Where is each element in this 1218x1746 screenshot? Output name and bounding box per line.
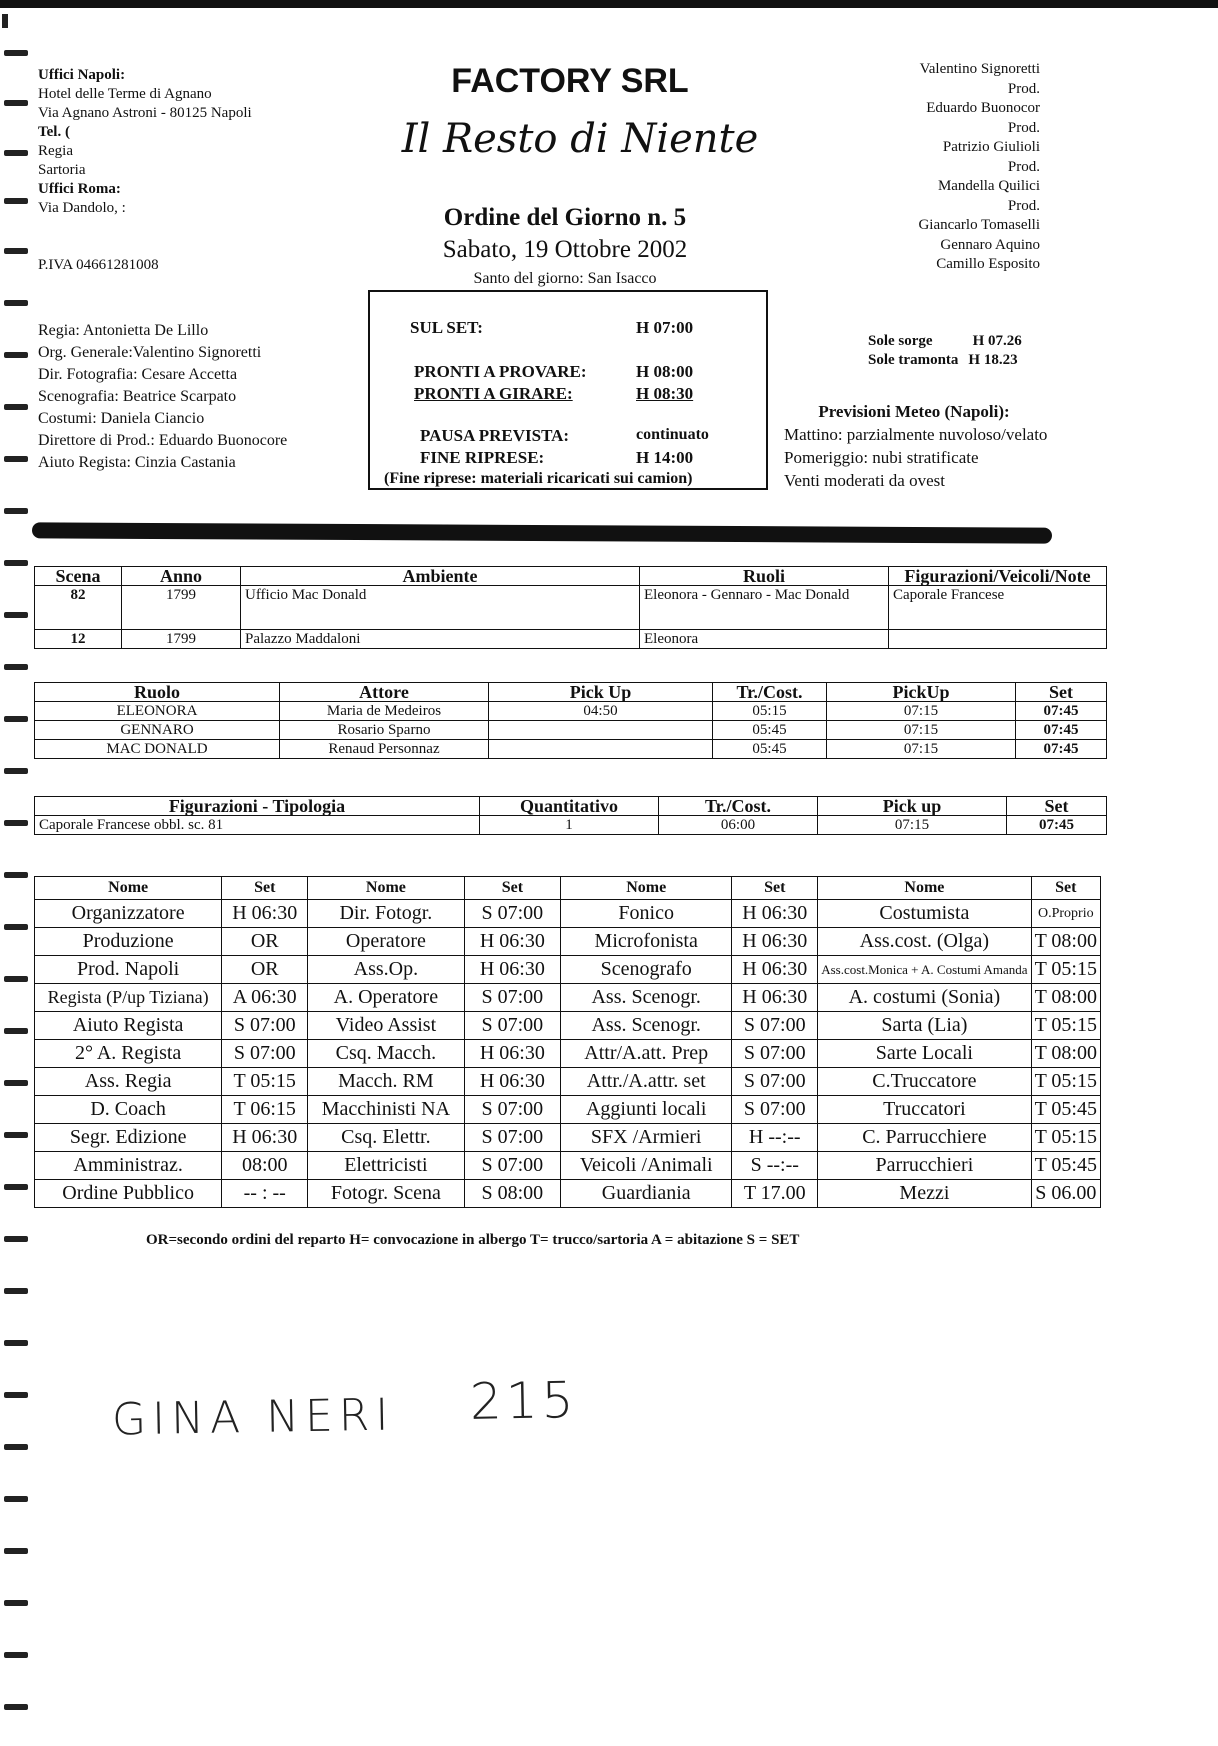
pausa-value: continuato <box>636 426 709 443</box>
table-row: Caporale Francese obbl. sc. 81 1 06:00 07:15 07:45 <box>35 816 1107 835</box>
cast-header: PickUp <box>827 683 1016 702</box>
napoli-line2: Via Agnano Astroni - 80125 Napoli <box>38 105 252 121</box>
crew-role: Ass.Op. <box>308 956 464 984</box>
crew-role: Ass. Scenogr. <box>561 1012 732 1040</box>
crew-role: Parrucchieri <box>818 1152 1031 1180</box>
crew-time: S 06.00 <box>1031 1180 1100 1208</box>
crew-role: Csq. Elettr. <box>308 1124 464 1152</box>
crew-time: T 08:00 <box>1031 1040 1100 1068</box>
sunrise-time: H 07.26 <box>972 333 1022 349</box>
crew-role: Segr. Edizione <box>35 1124 222 1152</box>
staff-scenografia: Scenografia: Beatrice Scarpato <box>38 388 237 405</box>
meteo-mattino: Mattino: parzialmente nuvoloso/velato <box>784 425 1048 444</box>
contact-item: Gennaro Aquino <box>940 236 1040 253</box>
staff-aiuto: Aiuto Regista: Cinzia Castania <box>38 454 236 471</box>
crew-role: Elettricisti <box>308 1152 464 1180</box>
contact-item: Prod. <box>1007 197 1040 214</box>
crew-time: S --:-- <box>732 1152 818 1180</box>
contact-item: Patrizio Giulioli <box>942 139 1040 155</box>
crew-time: H 06:30 <box>732 984 818 1012</box>
film-title: Il Resto di Niente <box>401 116 759 162</box>
crew-time: S 07:00 <box>222 1040 308 1068</box>
crew-header: Set <box>732 877 818 900</box>
crew-header: Nome <box>818 877 1031 900</box>
cast-header: Set <box>1016 683 1107 702</box>
crew-role: Microfonista <box>561 928 732 956</box>
crew-time: H 06:30 <box>464 956 561 984</box>
crew-time: S 07:00 <box>732 1068 818 1096</box>
cast-table <box>34 682 1107 759</box>
binding-holes <box>0 0 40 1746</box>
crew-time: H 06:30 <box>464 1068 561 1096</box>
crew-time: S 07:00 <box>464 900 561 928</box>
handwritten-name: GINA NERI <box>111 1389 395 1446</box>
crew-time: H 06:30 <box>464 928 561 956</box>
crew-role: Aggiunti locali <box>561 1096 732 1124</box>
crew-time: T 05:45 <box>1031 1152 1100 1180</box>
crew-role: Macch. RM <box>308 1068 464 1096</box>
sun-times <box>868 332 1022 370</box>
sunset-label: Sole tramonta <box>868 352 959 368</box>
crew-time: H 06:30 <box>732 900 818 928</box>
cast-header: Pick Up <box>489 683 713 702</box>
crew-time: O.Proprio <box>1031 900 1100 928</box>
contact-item: Giancarlo Tomaselli <box>918 217 1040 233</box>
table-row <box>35 1012 1101 1040</box>
extras-header: Tr./Cost. <box>659 797 818 816</box>
extras-table <box>34 796 1107 835</box>
table-row: GENNARO Rosario Sparno 05:45 07:15 07:45 <box>35 721 1107 740</box>
sul-set-label: SUL SET: <box>410 318 483 337</box>
crew-time: T 17.00 <box>732 1180 818 1208</box>
crew-time: T 06:15 <box>222 1096 308 1124</box>
crew-role: Ass.cost.Monica + A. Costumi Amanda <box>818 956 1031 984</box>
contact-item: Prod. <box>1007 80 1040 97</box>
scenes-header: Ambiente <box>241 567 640 586</box>
crew-time: T 05:15 <box>222 1068 308 1096</box>
scenes-header: Scena <box>35 567 122 586</box>
crew-role: Macchinisti NA <box>308 1096 464 1124</box>
meteo-pomeriggio: Pomeriggio: nubi stratificate <box>784 448 979 467</box>
cast-header: Attore <box>280 683 489 702</box>
provare-time: H 08:00 <box>636 362 694 381</box>
crew-role: Prod. Napoli <box>35 956 222 984</box>
crew-role: Ass. Regia <box>35 1068 222 1096</box>
crew-header: Nome <box>35 877 222 900</box>
company-title: FACTORY SRL <box>451 62 689 100</box>
crew-header: Nome <box>308 877 464 900</box>
table-row: ELEONORA Maria de Medeiros 04:50 05:15 07:15 07:45 <box>35 702 1107 721</box>
staff-direttore: Direttore di Prod.: Eduardo Buonocore <box>38 432 288 449</box>
crew-role: Organizzatore <box>35 900 222 928</box>
crew-role: Amministraz. <box>35 1152 222 1180</box>
staff-costumi: Costumi: Daniela Ciancio <box>38 410 205 427</box>
napoli-line1: Hotel delle Terme di Agnano <box>38 86 212 102</box>
crew-time: S 07:00 <box>464 1012 561 1040</box>
crew-role: Mezzi <box>818 1180 1031 1208</box>
table-row <box>35 1124 1101 1152</box>
scenes-header: Anno <box>122 567 241 586</box>
table-row <box>35 928 1101 956</box>
crew-role: Csq. Macch. <box>308 1040 464 1068</box>
contact-item: Eduardo Buonocor <box>926 100 1040 116</box>
crew-time: A 06:30 <box>222 984 308 1012</box>
sul-set-time: H 07:00 <box>636 318 694 337</box>
crew-role: Dir. Fotogr. <box>308 900 464 928</box>
tel: Tel. ( <box>38 124 70 140</box>
table-row: MAC DONALD Renaud Personnaz 05:45 07:15 07:45 <box>35 740 1107 759</box>
crew-time: T 05:15 <box>1031 1012 1100 1040</box>
crew-role: Fotogr. Scena <box>308 1180 464 1208</box>
crew-time: S 07:00 <box>732 1096 818 1124</box>
girare-time: H 08:30 <box>636 384 694 403</box>
fine-label: FINE RIPRESE: <box>420 448 545 467</box>
extras-header: Figurazioni - Tipologia <box>35 797 480 816</box>
crew-time: T 05:45 <box>1031 1096 1100 1124</box>
crew-time: T 05:15 <box>1031 956 1100 984</box>
table-row <box>35 1152 1101 1180</box>
crew-time: T 08:00 <box>1031 984 1100 1012</box>
scenes-header: Ruoli <box>640 567 889 586</box>
sunset-time: H 18.23 <box>968 352 1018 368</box>
production-staff <box>38 320 368 474</box>
crew-time: H 06:30 <box>732 956 818 984</box>
crew-role: Sarte Locali <box>818 1040 1031 1068</box>
crew-header: Set <box>1031 877 1100 900</box>
crew-table <box>34 876 1101 1208</box>
crew-role: Produzione <box>35 928 222 956</box>
table-row <box>35 984 1101 1012</box>
crew-time: T 05:15 <box>1031 1068 1100 1096</box>
fine-note: (Fine riprese: materiali ricaricati sui camion) <box>384 470 693 487</box>
crew-header: Set <box>464 877 561 900</box>
crew-time: H --:-- <box>732 1124 818 1152</box>
crew-time: H 06:30 <box>464 1040 561 1068</box>
regia-contact: Regia <box>38 143 73 159</box>
crew-role: Attr/A.att. Prep <box>561 1040 732 1068</box>
contact-item: Prod. <box>1007 119 1040 136</box>
crew-role: Sarta (Lia) <box>818 1012 1031 1040</box>
crew-role: Veicoli /Animali <box>561 1152 732 1180</box>
table-row: 12 1799 Palazzo Maddaloni Eleonora <box>35 630 1107 649</box>
crew-role: Ass.cost. (Olga) <box>818 928 1031 956</box>
uffici-roma-label: Uffici Roma: <box>38 181 121 197</box>
extras-header: Pick up <box>818 797 1007 816</box>
left-info <box>38 66 338 275</box>
table-row <box>35 1180 1101 1208</box>
crew-time: S 07:00 <box>464 1152 561 1180</box>
roma-line1: Via Dandolo, : <box>38 200 126 216</box>
ordine-del-giorno: Ordine del Giorno n. 5 <box>443 204 687 231</box>
crew-role: Video Assist <box>308 1012 464 1040</box>
crew-time: H 06:30 <box>222 900 308 928</box>
crew-role: SFX /Armieri <box>561 1124 732 1152</box>
crew-role: Aiuto Regista <box>35 1012 222 1040</box>
scenes-table <box>34 566 1107 649</box>
handwritten-number: 215 <box>469 1371 578 1431</box>
crew-time: H 06:30 <box>222 1124 308 1152</box>
crew-role: Ordine Pubblico <box>35 1180 222 1208</box>
crew-role: C. Parrucchiere <box>818 1124 1031 1152</box>
scenes-header: Figurazioni/Veicoli/Note <box>889 567 1107 586</box>
crew-header: Set <box>222 877 308 900</box>
crew-role: Costumista <box>818 900 1031 928</box>
table-row <box>35 1068 1101 1096</box>
table-row <box>35 1096 1101 1124</box>
table-row <box>35 1040 1101 1068</box>
sartoria-contact: Sartoria <box>38 162 86 178</box>
crew-time: S 07:00 <box>222 1012 308 1040</box>
piva: P.IVA 04661281008 <box>38 257 159 273</box>
crew-role: D. Coach <box>35 1096 222 1124</box>
date: Sabato, 19 Ottobre 2002 <box>442 236 688 263</box>
table-row: 82 1799 Ufficio Mac Donald Eleonora - Gennaro - Mac Donald Caporale Francese <box>35 586 1107 630</box>
crew-time: S 07:00 <box>464 1096 561 1124</box>
meteo <box>784 400 1084 492</box>
contacts-list <box>830 60 1040 275</box>
crew-role: Attr./A.attr. set <box>561 1068 732 1096</box>
crew-role: Guardiania <box>561 1180 732 1208</box>
staff-regia: Regia: Antonietta De Lillo <box>38 322 209 339</box>
cast-header: Ruolo <box>35 683 280 702</box>
crew-time: S 07:00 <box>464 984 561 1012</box>
contact-item: Valentino Signoretti <box>919 61 1040 77</box>
crew-role: Truccatori <box>818 1096 1031 1124</box>
crew-role: C.Truccatore <box>818 1068 1031 1096</box>
crew-time: 08:00 <box>222 1152 308 1180</box>
top-border <box>0 0 1218 8</box>
pausa-label: PAUSA PREVISTA: <box>420 426 570 445</box>
crew-time: S 07:00 <box>732 1012 818 1040</box>
crew-role: Regista (P/up Tiziana) <box>35 984 222 1012</box>
meteo-venti: Venti moderati da ovest <box>784 471 945 490</box>
table-row <box>35 956 1101 984</box>
crew-role: Scenografo <box>561 956 732 984</box>
crew-time: H 06:30 <box>732 928 818 956</box>
crew-role: A. costumi (Sonia) <box>818 984 1031 1012</box>
saint-of-day: Santo del giorno: San Isacco <box>473 270 657 287</box>
crew-role: A. Operatore <box>308 984 464 1012</box>
contact-item: Mandella Quilici <box>937 178 1040 194</box>
crew-time: T 08:00 <box>1031 928 1100 956</box>
crew-time: OR <box>222 928 308 956</box>
schedule-box <box>368 290 768 490</box>
crew-role: Ass. Scenogr. <box>561 984 732 1012</box>
crew-time: S 08:00 <box>464 1180 561 1208</box>
cast-header: Tr./Cost. <box>713 683 827 702</box>
provare-label: PRONTI A PROVARE: <box>414 362 587 381</box>
crew-time: S 07:00 <box>732 1040 818 1068</box>
redacted-line <box>32 522 1052 543</box>
crew-time: OR <box>222 956 308 984</box>
extras-header: Set <box>1007 797 1107 816</box>
crew-role: Fonico <box>561 900 732 928</box>
staff-fotografia: Dir. Fotografia: Cesare Accetta <box>38 366 238 383</box>
meteo-title: Previsioni Meteo (Napoli): <box>818 402 1010 421</box>
crew-header: Nome <box>561 877 732 900</box>
contact-item: Prod. <box>1007 158 1040 175</box>
contact-item: Camillo Esposito <box>936 256 1040 272</box>
staff-org: Org. Generale:Valentino Signoretti <box>38 344 262 361</box>
legend: OR=secondo ordini del reparto H= convocazione in albergo T= trucco/sartoria A = abitazione S = SET <box>146 1232 800 1248</box>
crew-role: 2° A. Regista <box>35 1040 222 1068</box>
crew-role: Operatore <box>308 928 464 956</box>
girare-label: PRONTI A GIRARE: <box>414 384 573 403</box>
table-row <box>35 900 1101 928</box>
crew-time: T 05:15 <box>1031 1124 1100 1152</box>
fine-time: H 14:00 <box>636 448 694 467</box>
crew-time: -- : -- <box>222 1180 308 1208</box>
uffici-napoli-label: Uffici Napoli: <box>38 67 126 83</box>
crew-time: S 07:00 <box>464 1124 561 1152</box>
sunrise-label: Sole sorge <box>868 333 933 349</box>
extras-header: Quantitativo <box>480 797 659 816</box>
